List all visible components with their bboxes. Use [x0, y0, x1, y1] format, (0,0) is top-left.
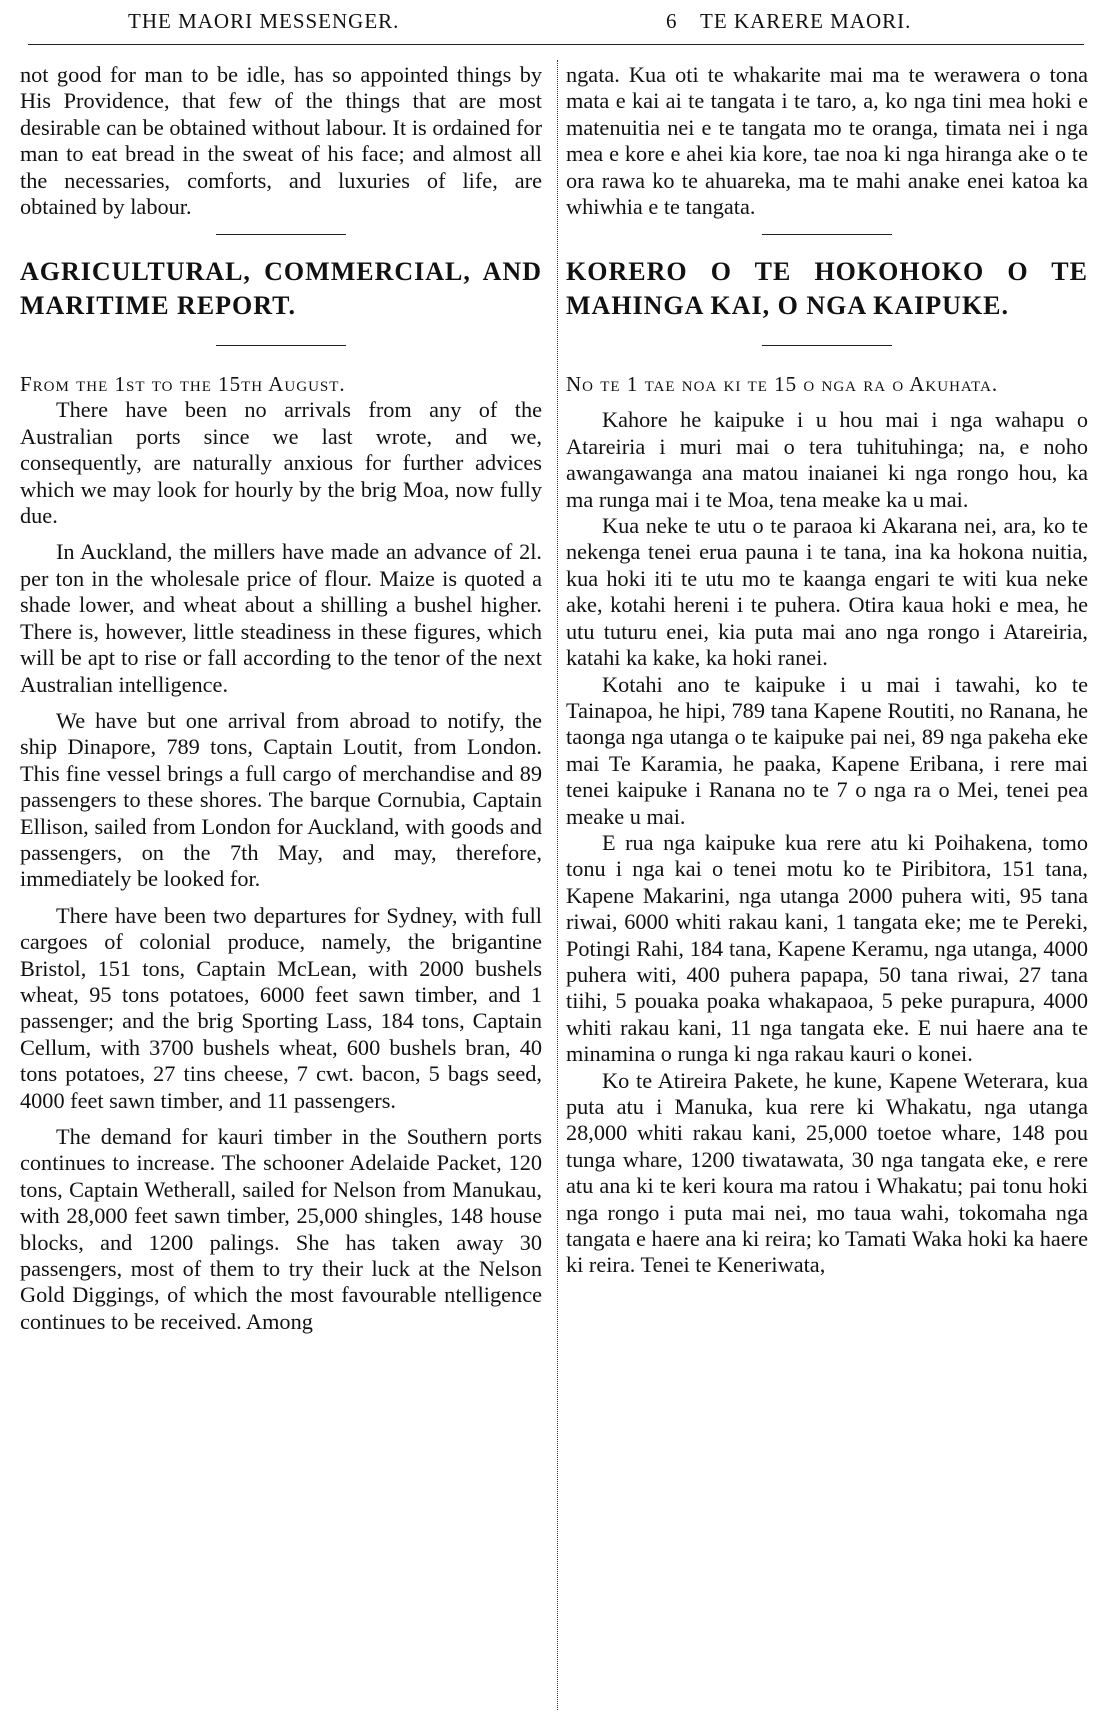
maori-masthead: TE KARERE MAORI.	[700, 9, 912, 33]
english-paragraph: In Auckland, the millers have made an advance of 2l. per ton in the wholesale price of flour. Maize is quoted a shade lower, and wheat about a shilling a bushel higher. There is, however, little steadiness in these figures, which will be apt to rise or fall according to the tenor of the next Australian intelligence.	[20, 539, 542, 697]
english-intro-paragraph: not good for man to be idle, has so appointed things by His Providence, that few of the things that are most desirable can be obtained without labour. It is ordained for man to eat bread in the sweat of his face; and almost all the necessaries, comforts, and luxuries of life, are obtained by labour.	[20, 62, 542, 220]
maori-paragraph: Kotahi ano te kaipuke i u mai i tawahi, ko te Tainapoa, he hipi, 789 tana Kapene Routiti, no Ranana, he taonga nga utanga o te kaipuke pai nei, 89 nga pakeha eke mai Te Karamia, he paaka, Kapene Eribana, i rere mai tenei kaipuke i Ranana no te 7 o nga ra o Mei, tenei pea meake u mai.	[566, 671, 1088, 829]
maori-paragraph: Kua neke te utu o te paraoa ki Akarana nei, ara, ko te nekenga tenei erua pauna i te tana, ina ka hokona nuitia, kua hoki iti te utu mo te kaanga engari te witi kua neke ake, kotahi hereni i te puhera. Otira kaua hoki e mea, he utu tuturu enei, kia puta mai ano nga rongo i Atareiria, katahi ka kake, ka hoki ranei.	[566, 513, 1088, 671]
page-header	[0, 0, 1114, 40]
page-number: 6	[666, 9, 678, 33]
header-rule	[28, 44, 1084, 45]
section-rule	[216, 234, 346, 235]
english-report-heading: AGRICULTURAL, COMMERCIAL, AND MARITIME REPORT.	[20, 257, 542, 321]
column-divider	[557, 60, 558, 1710]
english-paragraph: The demand for kauri timber in the Southern ports continues to increase. The schooner Adelaide Packet, 120 tons, Captain Wetherall, sailed for Nelson from Manukau, with 28,000 feet sawn timber, 25,000 shingles, 148 house blocks, and 1200 palings. She has taken away 30 passengers, most of them to try their luck at the Nelson Gold Diggings, of which the most favourable ntelligence continues to be received. Among	[20, 1124, 542, 1334]
english-column	[20, 62, 542, 1335]
maori-report-heading: KORERO O TE HOKOHOKO O TE MAHINGA KAI, O NGA KAIPUKE.	[566, 257, 1088, 321]
maori-paragraph: Kahore he kaipuke i u hou mai i nga wahapu o Atareiria i muri mai o tera tuhituhinga; na, e noho awangawanga ana matou inaianei ki nga rongo hou, ka ma runga mai i te Moa, tena meake ka u mai.	[566, 407, 1088, 512]
section-rule	[762, 345, 892, 346]
english-paragraph: There have been two departures for Sydney, with full cargoes of colonial produce, namely, the brigantine Bristol, 151 tons, Captain McLean, with 2000 bushels wheat, 95 tons potatoes, 6000 feet sawn timber, and 1 passenger; and the brig Sporting Lass, 184 tons, Captain Cellum, with 3700 bushels wheat, 600 bushels bran, 40 tons potatoes, 27 tins cheese, 7 cwt. bacon, 5 bags seed, 4000 feet sawn timber, and 11 passengers.	[20, 902, 542, 1113]
maori-paragraph: Ko te Atireira Pakete, he kune, Kapene Weterara, kua puta atu i Manuka, kua rere ki Whakatu, nga utanga 28,000 whiti rakau kani, 25,000 toetoe whare, 148 pou tunga whare, 1200 tiwatawata, 30 nga tangata eke, e rere atu ana ki te keri koura ma ratou i Whakatu; pai tonu hoki nga rongo i puta mai nei, mo taua wahi, tokomaha nga tangata e haere ana ki reira; ko Tamati Waka hoki ka haere ki reira. Tenei te Keneriwata,	[566, 1067, 1088, 1278]
english-date-range: From the 1st to the 15th August.	[20, 372, 346, 397]
maori-column	[566, 62, 1088, 1279]
maori-intro-paragraph: ngata. Kua oti te whakarite mai ma te werawera o tona mata e kai ai te tangata i te taro, a, ko nga tini mea hoki e matenuitia nei e te tangata mo te oranga, timata nei i nga mea e kore e ahei kia kore, tae noa ki nga hiranga ake o te ora rawa ko te ahuareka, ma te mahi anake enei katoa ka whiwhia e te tangata.	[566, 62, 1088, 220]
section-rule	[762, 234, 892, 235]
english-paragraph: There have been no arrivals from any of the Australian ports since we last wrote, and we, consequently, are naturally anxious for further advices which we may look for hourly by the brig Moa, now fully due.	[20, 397, 542, 529]
section-rule	[216, 345, 346, 346]
maori-paragraph: E rua nga kaipuke kua rere atu ki Poihakena, tomo tonu i nga kai o tenei motu ko te Piribitora, 151 tana, Kapene Makarini, nga utanga 2000 puhera witi, 95 tana riwai, 6000 whiti rakau kani, 1 tangata eke; me te Pereki, Potingi Rahi, 184 tana, Kapene Keramu, nga utanga, 4000 puhera witi, 400 puhera papapa, 50 tana riwai, 27 tana tiihi, 5 pouaka poaka whakapaoa, 5 peke purapura, 4000 whiti rakau kani, 11 nga tangata eke. E nui haere ana te minamina o runga ki nga rakau kauri o konei.	[566, 829, 1088, 1067]
english-paragraph: We have but one arrival from abroad to notify, the ship Dinapore, 789 tons, Captain Loutit, from London. This fine vessel brings a full cargo of merchandise and 89 passengers to these shores. The barque Cornubia, Captain Ellison, sailed from London for Auckland, with goods and passengers, on the 7th May, and may, therefore, immediately be looked for.	[20, 707, 542, 892]
english-masthead: THE MAORI MESSENGER.	[128, 9, 400, 33]
maori-date-range: No te 1 tae noa ki te 15 o nga ra o Akuhata.	[566, 372, 999, 397]
